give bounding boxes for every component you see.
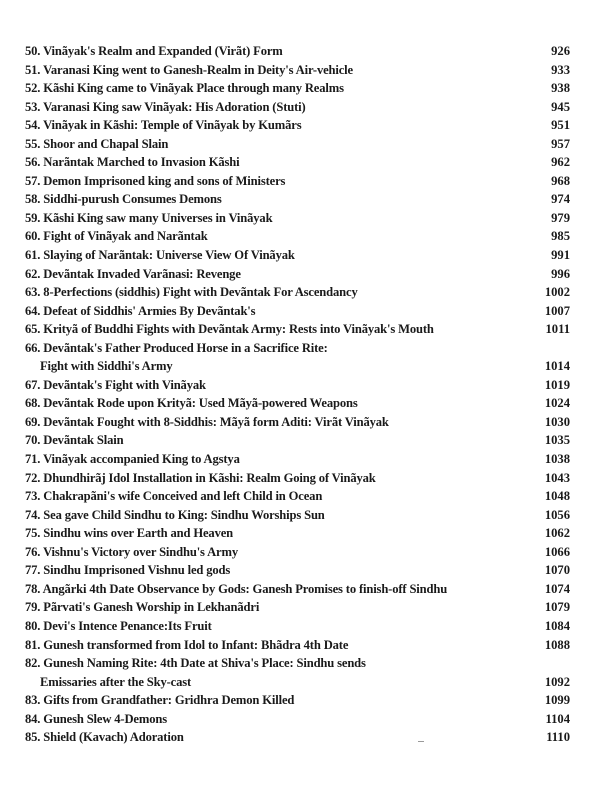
toc-entry-number: 51.: [25, 62, 41, 77]
toc-entry-page-number: 1084: [544, 618, 570, 633]
toc-entry-title-text: Shoor and Chapal Slain: [43, 136, 169, 151]
toc-entry: [25, 561, 570, 580]
toc-entry-page-number: 1019: [544, 377, 570, 392]
toc-entry-page-number: 1002: [544, 285, 570, 300]
toc-entry-page-number: 1066: [544, 544, 570, 559]
toc-entry-page-number: 1110: [546, 730, 570, 745]
toc-entry: [25, 431, 570, 450]
toc-entry-title: [25, 450, 570, 469]
toc-entry-number: 76.: [25, 544, 41, 559]
toc-entry-title: [25, 487, 570, 506]
toc-entry-title-text: Kãshi King saw many Universes in Vinãyak: [43, 210, 273, 225]
toc-entry-title-text: Sindhu Imprisoned Vishnu led gods: [43, 563, 231, 578]
toc-entry-title-text: Devãntak's Father Produced Horse in a Sacrifice Rite:: [43, 340, 328, 355]
toc-entry-title-text: Sindhu wins over Earth and Heaven: [43, 526, 234, 541]
toc-entry-number: 73.: [25, 489, 41, 504]
toc-entry-number: 77.: [25, 563, 41, 578]
toc-entry-title: [25, 413, 570, 432]
toc-entry-page-number: 951: [551, 118, 570, 133]
toc-entry-number: 60.: [25, 229, 41, 244]
toc-entry-title: [25, 302, 570, 321]
toc-entry-title: [25, 710, 570, 729]
toc-entry-page-number: 979: [551, 210, 570, 225]
toc-entry: [25, 691, 570, 710]
toc-entry: [25, 209, 570, 228]
toc-entry-number: 62.: [25, 266, 41, 281]
toc-entry-page-number: 968: [551, 173, 570, 188]
toc-entry-number: 61.: [25, 248, 41, 263]
toc-entry: [25, 246, 570, 265]
toc-entry-page-number: 957: [551, 136, 570, 151]
toc-entry-title: [25, 376, 570, 395]
toc-entry-title: [25, 190, 570, 209]
toc-entry-number: 83.: [25, 693, 41, 708]
toc-entry-title: [25, 79, 570, 98]
toc-entry-page-number: 1030: [544, 414, 570, 429]
toc-entry: [25, 469, 570, 488]
toc-entry: [25, 524, 570, 543]
toc-entry-page-number: 933: [551, 62, 570, 77]
toc-entry-page-number: 1024: [544, 396, 570, 411]
toc-entry-title-text: Siddhi-purush Consumes Demons: [43, 192, 222, 207]
toc-entry-number: 75.: [25, 526, 41, 541]
toc-entry-page-number: 996: [551, 266, 570, 281]
toc-entry: [25, 413, 570, 432]
toc-entry-title-text: Demon Imprisoned king and sons of Ministers: [43, 173, 286, 188]
toc-entry-page-number: 1011: [545, 322, 570, 337]
toc-entry-title-text: Dhundhirãj Idol Installation in Kãshi: Realm Going of Vinãyak: [43, 470, 376, 485]
toc-entry-number: 68.: [25, 396, 41, 411]
toc-entry-page-number: 974: [551, 192, 570, 207]
print-smudge: [418, 741, 424, 742]
toc-entry-title-text: Vinãyak in Kãshi: Temple of Vinãyak by Kumãrs: [43, 118, 302, 133]
toc-entry-title-text: Varanasi King went to Ganesh-Realm in Deity's Air-vehicle: [43, 62, 353, 77]
toc-entry-number: 74.: [25, 507, 41, 522]
toc-entry-title-text: Varanasi King saw Vinãyak: His Adoration (Stuti): [43, 99, 306, 114]
table-of-contents: [25, 42, 570, 747]
toc-entry-title: [25, 135, 570, 154]
toc-entry: [25, 135, 570, 154]
toc-entry-number: 67.: [25, 377, 41, 392]
toc-entry-title: [25, 116, 570, 135]
toc-entry: [25, 172, 570, 191]
toc-entry-title: [25, 283, 570, 302]
toc-entry-title: [25, 227, 570, 246]
toc-entry: [25, 283, 570, 302]
toc-entry-number: 59.: [25, 210, 41, 225]
toc-entry-title-continuation: Fight with Siddhi's Army: [40, 359, 173, 374]
toc-entry-title-text: Vinãyak accompanied King to Agstya: [43, 452, 240, 467]
toc-entry: [25, 98, 570, 117]
toc-entry-title-text: Angãrki 4th Date Observance by Gods: Ganesh Promises to finish-off Sindhu: [42, 581, 448, 596]
toc-entry-page-number: 1079: [544, 600, 570, 615]
toc-entry-title-text: Slaying of Narãntak: Universe View Of Vinãyak: [43, 248, 295, 263]
toc-entry-number: 71.: [25, 452, 41, 467]
toc-entry: [25, 506, 570, 525]
toc-entry: [25, 320, 570, 339]
toc-entry-title-text: Devãntak Slain: [43, 433, 124, 448]
toc-entry-title-text: Defeat of Siddhis' Armies By Devãntak's: [43, 303, 256, 318]
toc-entry-number: 50.: [25, 44, 41, 58]
toc-entry-page-number: 945: [551, 99, 570, 114]
toc-entry-title-text: Devãntak Fought with 8-Siddhis: Mãyã form Aditi: Virãt Vinãyak: [43, 414, 389, 429]
toc-entry-number: 54.: [25, 118, 41, 133]
toc-entry: [25, 190, 570, 209]
toc-entry-title: [25, 636, 570, 655]
toc-entry-page-number: 1048: [544, 489, 570, 504]
toc-entry-title-text: Gunesh Naming Rite: 4th Date at Shiva's Place: Sindhu sends: [43, 656, 366, 671]
toc-entry-title-text: Kãshi King came to Vinãyak Place through many Realms: [43, 81, 344, 96]
toc-entry-title: [25, 654, 570, 691]
toc-entry-page-number: 938: [551, 81, 570, 96]
toc-entry: [25, 598, 570, 617]
toc-entry-title: [25, 691, 570, 710]
toc-entry-title-text: Gunesh transformed from Idol to Infant: Bhãdra 4th Date: [43, 637, 349, 652]
toc-entry: [25, 710, 570, 729]
toc-entry-title: [25, 728, 570, 747]
toc-entry-title-text: Fight of Vinãyak and Narãntak: [43, 229, 208, 244]
toc-entry: [25, 394, 570, 413]
toc-entry-number: 80.: [25, 618, 41, 633]
toc-entry-title: [25, 61, 570, 80]
toc-entry-number: 65.: [25, 322, 41, 337]
toc-entry-page-number: 1092: [544, 674, 570, 689]
toc-entry-title-text: Krityã of Buddhi Fights with Devãntak Army: Rests into Vinãyak's Mouth: [43, 322, 434, 337]
toc-entry-page-number: 926: [551, 44, 570, 58]
toc-entry-page-number: 985: [551, 229, 570, 244]
toc-entry-page-number: 1043: [544, 470, 570, 485]
toc-entry-number: 84.: [25, 711, 41, 726]
toc-entry: [25, 61, 570, 80]
toc-entry-page-number: 962: [551, 155, 570, 170]
toc-entry-number: 66.: [25, 340, 41, 355]
toc-entry-number: 63.: [25, 285, 41, 300]
toc-entry: [25, 450, 570, 469]
toc-entry-number: 70.: [25, 433, 41, 448]
toc-entry-title-text: Pãrvati's Ganesh Worship in Lekhanãdri: [43, 600, 260, 615]
toc-entry-title: [25, 431, 570, 450]
toc-entry-number: 53.: [25, 99, 41, 114]
toc-entry-number: 85.: [25, 730, 41, 745]
toc-entry: [25, 617, 570, 636]
toc-entry-title-text: 8-Perfections (siddhis) Fight with Devãntak For Ascendancy: [43, 285, 358, 300]
toc-entry: [25, 654, 570, 691]
toc-entry-page-number: 1088: [544, 637, 570, 652]
toc-entry: [25, 339, 570, 376]
toc-entry-number: 69.: [25, 414, 41, 429]
toc-entry-title: [25, 246, 570, 265]
toc-entry-title: [25, 469, 570, 488]
toc-entry-number: 56.: [25, 155, 41, 170]
toc-entry-number: 72.: [25, 470, 41, 485]
toc-entry-title: [25, 320, 570, 339]
toc-entry: [25, 153, 570, 172]
toc-entry-title: [25, 339, 570, 376]
toc-entry-number: 78.: [25, 581, 41, 596]
toc-entry-page-number: 1038: [544, 452, 570, 467]
toc-entry-title-text: Vinãyak's Realm and Expanded (Virãt) Form: [43, 44, 283, 58]
toc-entry-title-text: Vishnu's Victory over Sindhu's Army: [43, 544, 238, 559]
toc-entry-title-text: Narãntak Marched to Invasion Kãshi: [43, 155, 240, 170]
toc-entry: [25, 376, 570, 395]
toc-entry-title: [25, 209, 570, 228]
toc-entry-page-number: 1056: [544, 507, 570, 522]
toc-entry-page-number: 1007: [544, 303, 570, 318]
toc-entry: [25, 116, 570, 135]
toc-entry: [25, 79, 570, 98]
toc-entry-page-number: 1104: [545, 711, 570, 726]
toc-entry-number: 81.: [25, 637, 41, 652]
toc-entry: [25, 487, 570, 506]
toc-entry: [25, 636, 570, 655]
toc-entry-title-text: Devãntak Rode upon Krityã: Used Mãyã-powered Weapons: [43, 396, 358, 411]
toc-entry-number: 55.: [25, 136, 41, 151]
toc-entry-page-number: 1062: [544, 526, 570, 541]
toc-entry: [25, 543, 570, 562]
toc-entry: [25, 42, 570, 61]
toc-entry-title: [25, 265, 570, 284]
toc-entry-number: 57.: [25, 173, 41, 188]
toc-entry-title-text: Gifts from Grandfather: Gridhra Demon Killed: [43, 693, 295, 708]
toc-entry: [25, 227, 570, 246]
toc-entry-title-continuation: Emissaries after the Sky-cast: [40, 674, 192, 689]
toc-entry-number: 82.: [25, 656, 41, 671]
toc-entry-title: [25, 524, 570, 543]
toc-entry-title: [25, 617, 570, 636]
toc-entry-number: 79.: [25, 600, 41, 615]
toc-entry-number: 58.: [25, 192, 41, 207]
toc-entry-title: [25, 98, 570, 117]
toc-entry-title: [25, 172, 570, 191]
toc-entry-title-text: Devi's Intence Penance:Its Fruit: [43, 618, 212, 633]
toc-entry-number: 64.: [25, 303, 41, 318]
toc-entry: [25, 728, 570, 747]
toc-entry-title: [25, 598, 570, 617]
toc-entry-page-number: 1099: [544, 693, 570, 708]
toc-entry-title: [25, 42, 570, 61]
toc-entry-number: 52.: [25, 81, 41, 96]
toc-entry-title: [25, 394, 570, 413]
toc-entry-title-text: Chakrapãni's wife Conceived and left Child in Ocean: [43, 489, 323, 504]
toc-entry-title: [25, 561, 570, 580]
toc-entry-title-text: Gunesh Slew 4-Demons: [43, 711, 167, 726]
toc-entry-page-number: 1070: [544, 563, 570, 578]
toc-entry-title: [25, 580, 570, 599]
toc-entry-title: [25, 153, 570, 172]
toc-entry-title-text: Devãntak Invaded Varãnasi: Revenge: [43, 266, 241, 281]
toc-entry: [25, 580, 570, 599]
toc-entry: [25, 265, 570, 284]
toc-entry-page-number: 1035: [544, 433, 570, 448]
toc-entry-title-text: Devãntak's Fight with Vinãyak: [43, 377, 206, 392]
toc-entry: [25, 302, 570, 321]
toc-entry-title: [25, 506, 570, 525]
toc-entry-page-number: 1014: [544, 359, 570, 374]
toc-entry-title-text: Sea gave Child Sindhu to King: Sindhu Worships Sun: [43, 507, 325, 522]
toc-entry-title-text: Shield (Kavach) Adoration: [43, 730, 184, 745]
toc-entry-page-number: 1074: [544, 581, 570, 596]
toc-entry-title: [25, 543, 570, 562]
toc-entry-page-number: 991: [551, 248, 570, 263]
